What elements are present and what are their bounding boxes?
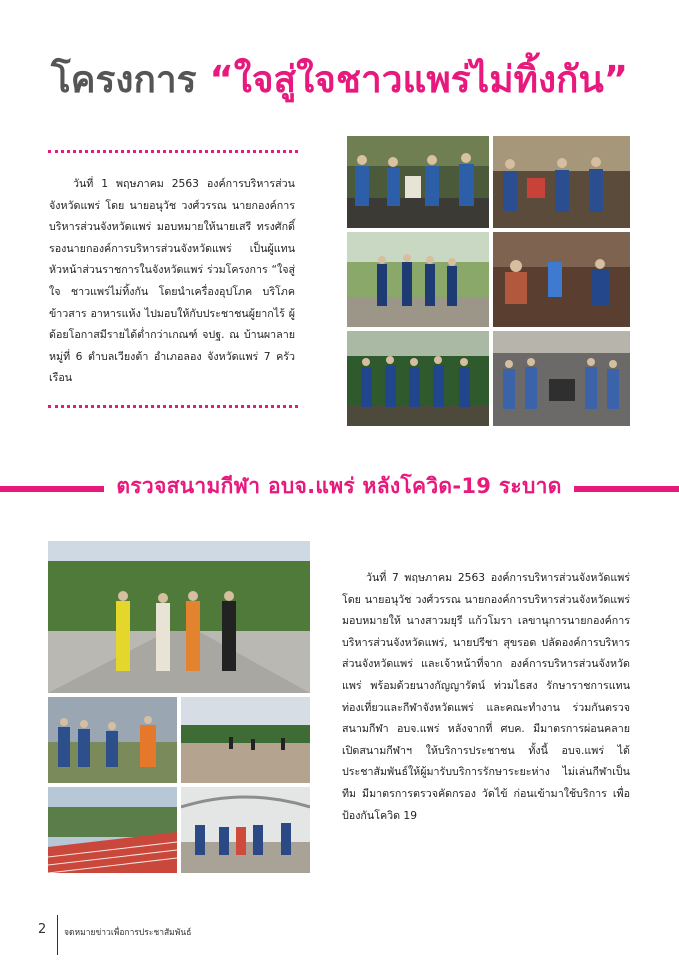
photo-stadium-walk — [48, 541, 310, 693]
title-quote: “ใจสู่ใจชาวแพร่ไม่ทิ้งกัน” — [209, 58, 629, 101]
photo-stadium-checkpoint — [181, 787, 310, 873]
page-number: 2 — [38, 922, 47, 937]
photo-donation-5 — [347, 331, 489, 426]
footer-divider — [57, 915, 58, 955]
photo-donation-1 — [347, 136, 489, 228]
photo-donation-3 — [347, 232, 489, 327]
section-heading: ตรวจสนามกีฬา อบจ.แพร่ หลังโควิด-19 ระบาด — [116, 474, 562, 498]
photo-stadium-track — [48, 787, 177, 873]
title-prefix: โครงการ — [50, 58, 197, 101]
photo-stadium-meeting — [48, 697, 177, 783]
article2-body: วันที่ 7 พฤษภาคม 2563 องค์การบริหารส่วนจังหวัดแพร่ โดย นายอนุวัช วงศ์วรรณ นายกองค์การบริหารส่วนจังหวัดแพร่ มอบหมายให้ นางสาวมยุรี แก้วโมรา เลขานุการนายกองค์การบริหารส่วนจังหวัดแพร่, นายปรีชา สุขรอด ปลัดองค์การบริหารส่วนจังหวัดแพร่ และเจ้าหน้าที่จาก องค์การบริหารส่วนจังหวัดแพร่ พร้อมด้วยนางกัญญารัตน์ ท่วมไธสง รักษาราชการแทนท่องเที่ยวและกีฬาจังหวัดแพร่ และคณะทำงาน ร่วมกันตรวจสนามกีฬา อบจ.แพร่ หลังจากที่ ศบค. มีมาตรการผ่อนคลาย เปิดสนามกีฬาฯ ให้บริการประชาชน ทั้งนี้ อบจ.แพร่ ได้ประชาสัมพันธ์ให้ผู้มารับบริการรักษาระยะห่าง ไม่เล่นกีฬาเป็นทีม มีมาตรการตรวจคัดกรอง วัดไข้ ก่อนเข้ามาใช้บริการ เพื่อป้องกันโควิด 19 — [342, 571, 630, 822]
dotted-divider-top — [48, 150, 298, 153]
photo-donation-4 — [493, 232, 630, 327]
heading-band-right — [574, 486, 679, 492]
photo-donation-2 — [493, 136, 630, 228]
dotted-divider-bottom — [48, 405, 298, 408]
page-title — [0, 50, 679, 109]
footer-publication: จดหมายข่าวเพื่อการประชาสัมพันธ์ — [64, 928, 192, 938]
article1-body: วันที่ 1 พฤษภาคม 2563 องค์การบริหารส่วนจังหวัดแพร่ โดย นายอนุวัช วงศ์วรรณ นายกองค์การบริหารส่วนจังหวัดแพร่ มอบหมายให้นายเสรี ทรงศักดิ์ รองนายกองค์การบริหารส่วนจังหวัดแพร่ เป็นผู้แทนหัวหน้าส่วนราชการในจังหวัดแพร่ ร่วมโครงการ “ใจสู่ใจ ชาวแพร่ไม่ทิ้งกัน โดยนำเครื่องอุปโภค บริโภค ข้าวสาร อาหารแห้ง ไปมอบให้กับประชาชนผู้ยากไร้ ผู้ด้อยโอกาสมีรายได้ต่ำกว่าเกณฑ์ จปฐ. ณ บ้านผาลาย หมู่ที่ 6 ตำบลเวียงต้า อำเภอลอง จังหวัดแพร่ 7 ครัวเรือน — [49, 177, 295, 385]
heading-band-left — [0, 486, 104, 492]
photo-stadium-field — [181, 697, 310, 783]
photo-donation-6 — [493, 331, 630, 426]
